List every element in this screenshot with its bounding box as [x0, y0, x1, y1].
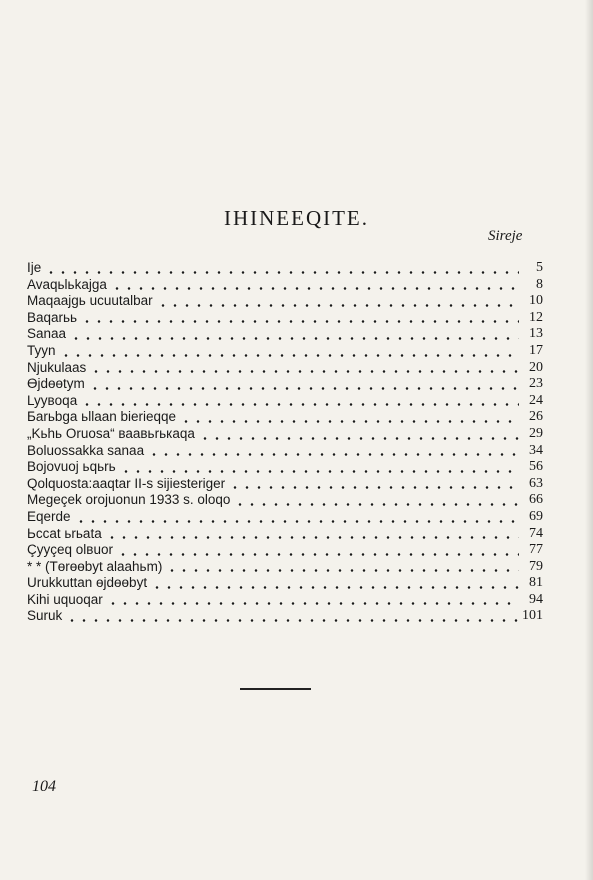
toc-entry-title: Eqerde [27, 508, 71, 524]
toc-entry-title: Өjdөөtym [27, 376, 85, 392]
dot-leader [166, 569, 519, 572]
toc-entry-page: 79 [529, 558, 543, 574]
dot-leader [70, 337, 519, 340]
toc-entry [27, 409, 543, 426]
toc-entry-page: 12 [529, 309, 543, 325]
dot-leader [107, 602, 519, 605]
toc-entry-title: Bojovuoj ьqьrь [27, 459, 116, 475]
dot-leader [199, 437, 519, 440]
toc-entry [27, 326, 543, 343]
dot-leader [45, 271, 519, 274]
toc-entry-title: Ije [27, 260, 42, 275]
toc-entry-title: Lyyвoqa [27, 392, 78, 408]
dot-leader [120, 470, 519, 473]
toc-entry [27, 542, 543, 559]
toc-entry-title: Çyyçeq olвuor [27, 542, 113, 558]
dot-leader [106, 536, 519, 539]
toc-entry-title: Urukkuttan өjdөөbyt [27, 575, 148, 591]
toc-entry-page: 26 [529, 409, 543, 425]
toc-entry-page: 5 [536, 260, 543, 275]
dot-leader [81, 403, 519, 406]
page-number: 104 [32, 778, 56, 795]
dot-leader [229, 486, 519, 489]
dot-leader [117, 553, 519, 556]
toc-entry-title: Бarьbga ьllaan bierieqqe [27, 409, 177, 425]
page-column-header: Sireje [488, 228, 523, 244]
dot-leader [157, 304, 519, 307]
dot-leader [90, 370, 519, 373]
toc-entry-page: 34 [529, 442, 543, 458]
toc-entry-title: Maqaajgь ucuutalbar [27, 293, 153, 309]
toc-entry-page: 74 [529, 525, 543, 541]
table-of-contents [27, 260, 543, 625]
toc-entry-page: 94 [529, 591, 543, 607]
toc-entry-page: 29 [529, 425, 543, 441]
toc-entry [27, 476, 543, 493]
page-title: IHINEEQITE. [223, 206, 370, 230]
toc-entry [27, 310, 543, 327]
toc-entry [27, 459, 543, 476]
toc-entry [27, 360, 543, 377]
toc-entry [27, 492, 543, 509]
toc-entry-title: „Kьhь Oruosa“ ваавьrькаqa [27, 425, 195, 441]
toc-entry-title: Baqarьь [27, 309, 78, 325]
dot-leader [89, 387, 519, 390]
toc-entry-page: 63 [529, 475, 543, 491]
toc-entry-title: Boluossakka sanaa [27, 442, 145, 458]
toc-entry-title: Sanaa [27, 326, 67, 342]
dot-leader [75, 520, 519, 523]
toc-entry [27, 526, 543, 543]
toc-entry-page: 17 [529, 342, 543, 358]
toc-entry-page: 56 [529, 459, 543, 475]
toc-entry [27, 592, 543, 609]
toc-entry-page: 10 [529, 293, 543, 309]
toc-entry-title: Njukulaas [27, 359, 87, 375]
dot-leader [81, 320, 519, 323]
toc-entry [27, 343, 543, 360]
toc-entry [27, 426, 543, 443]
toc-entry-page: 101 [522, 608, 543, 624]
toc-entry-title: Ьccat ьrьata [27, 525, 102, 541]
toc-entry-title: Megeçek orojuonun 1933 s. oloqo [27, 492, 231, 508]
toc-entry [27, 443, 543, 460]
toc-entry-title: Kihi uquoqar [27, 591, 103, 607]
toc-entry-page: 24 [529, 392, 543, 408]
toc-entry [27, 575, 543, 592]
toc-entry-page: 8 [536, 276, 543, 292]
toc-entry [27, 393, 543, 410]
dot-leader [148, 453, 519, 456]
toc-entry [27, 376, 543, 393]
toc-entry [27, 260, 543, 277]
toc-entry-title: Suruk [27, 608, 63, 624]
toc-entry [27, 559, 543, 576]
toc-entry-title: Avaqьlьkajga [27, 276, 107, 292]
toc-entry-title: Qolquosta:aaqtar II-s sijiesteriger [27, 475, 226, 491]
dot-leader [151, 586, 519, 589]
toc-entry [27, 509, 543, 526]
dot-leader [180, 420, 519, 423]
dot-leader [111, 287, 519, 290]
toc-entry-page: 66 [529, 492, 543, 508]
toc-entry-page: 20 [529, 359, 543, 375]
page-edge-shadow [585, 0, 593, 880]
toc-entry-page: 77 [529, 542, 543, 558]
dot-leader [60, 354, 519, 357]
toc-entry [27, 608, 543, 625]
toc-entry-title: Tyyn [27, 342, 56, 358]
toc-entry-page: 13 [529, 326, 543, 342]
toc-entry-title: * * (Tөrөөbyt alaahьm) [27, 558, 163, 574]
divider-rule [240, 688, 311, 690]
toc-entry-page: 69 [529, 508, 543, 524]
toc-entry-page: 81 [529, 575, 543, 591]
dot-leader [234, 503, 519, 506]
toc-entry [27, 293, 543, 310]
toc-entry-page: 23 [529, 376, 543, 392]
toc-entry [27, 277, 543, 294]
dot-leader [66, 619, 518, 622]
